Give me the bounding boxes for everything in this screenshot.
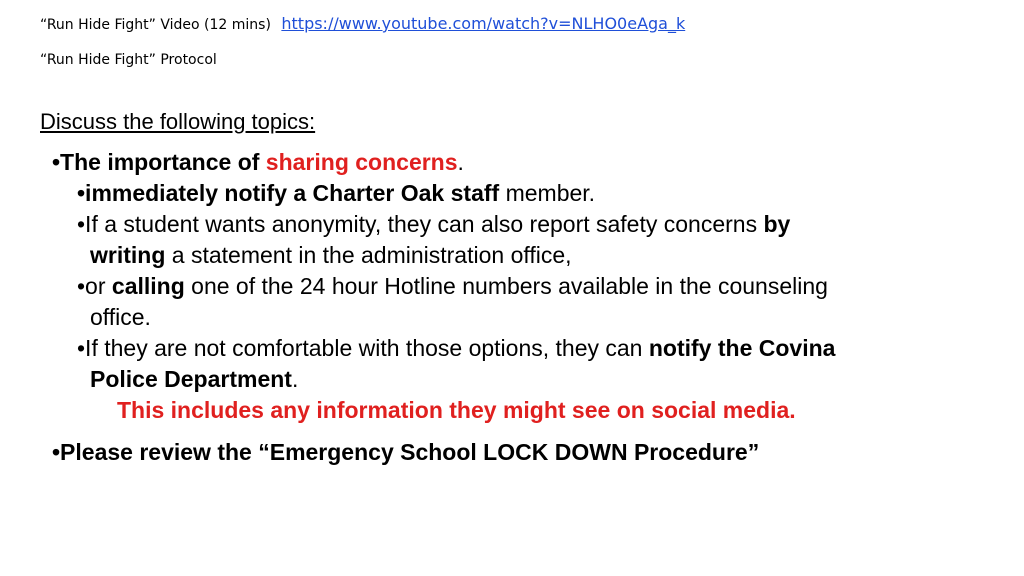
bullet-4-prefix: •or (77, 273, 112, 299)
protocol-label: “Run Hide Fight” Protocol (40, 52, 217, 68)
bullet-5-bold: notify the Covina (648, 335, 836, 361)
bullet-3-bold: by (763, 211, 791, 237)
social-media-note: This includes any information they might see on social media. (117, 397, 796, 423)
video-line (40, 14, 685, 34)
bullet-anonymity-line-1 (77, 209, 790, 240)
bullet-5-line2-bold: Police Department (90, 366, 292, 392)
bullet-4-rest: one of the 24 hour Hotline numbers available in the counseling (184, 273, 828, 299)
bullet-notify-staff (77, 178, 595, 209)
bullet-3-line2-text: a statement in the administration office, (165, 242, 572, 268)
video-label: “Run Hide Fight” Video (12 mins) (40, 17, 271, 33)
bullet-4-bold: calling (111, 273, 185, 299)
bullet-2-rest: member. (499, 180, 596, 206)
bullet-sharing-concerns (52, 147, 464, 178)
bullet-1-prefix: •The importance of (52, 149, 266, 175)
bullet-police-line-1 (77, 333, 835, 364)
bullet-anonymity-line-2 (90, 240, 572, 271)
bullet-1-highlight: sharing concerns (265, 149, 458, 175)
bullet-5-line2-rest: . (291, 366, 299, 392)
bullet-calling-line-2: office. (90, 304, 151, 330)
bullet-lockdown-procedure: •Please review the “Emergency School LOCK DOWN Procedure” (52, 439, 760, 465)
bullet-police-line-2 (90, 364, 298, 395)
bullet-calling-line-1 (77, 271, 828, 302)
discussion-heading: Discuss the following topics: (40, 109, 316, 134)
bullet-5-text: •If they are not comfortable with those options, they can (77, 335, 649, 361)
bullet-3-line2-bold: writing (90, 242, 166, 268)
bullet-1-suffix: . (457, 149, 464, 175)
bullet-3-text: •If a student wants anonymity, they can also report safety concerns (77, 211, 764, 237)
bullet-2-bold: •immediately notify a Charter Oak staff (77, 180, 500, 206)
youtube-link[interactable]: https://www.youtube.com/watch?v=NLHO0eAga_k (281, 14, 686, 33)
